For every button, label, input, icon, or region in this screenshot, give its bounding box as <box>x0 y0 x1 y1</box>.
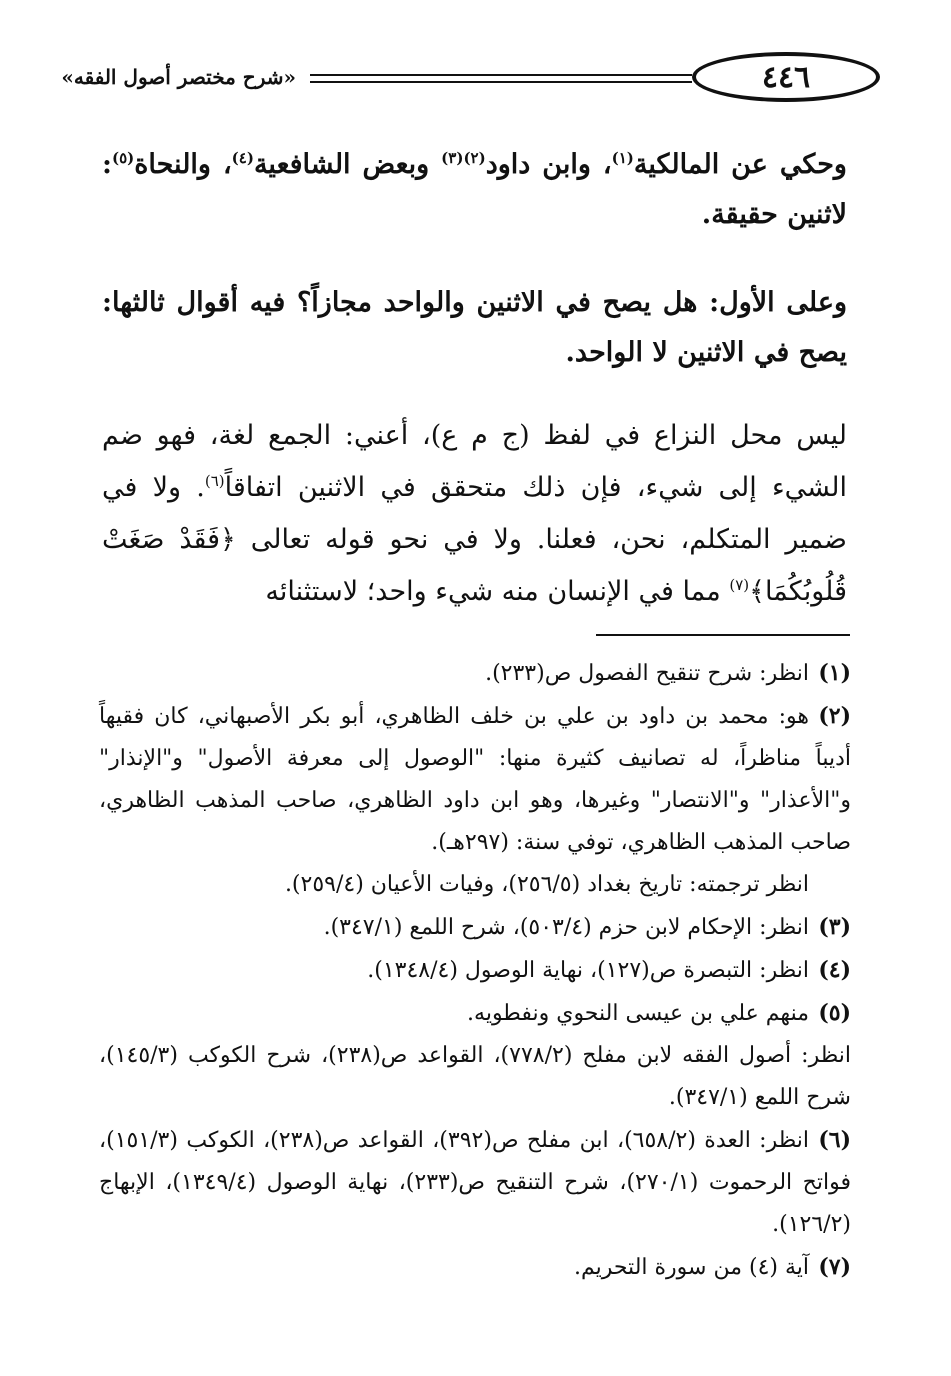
text-run: مما في الإنسان منه شيء واحد؛ لاستثنائه <box>265 576 730 607</box>
footnote-3 <box>99 906 851 949</box>
footnote-4 <box>99 949 851 992</box>
footnote-ref-5[interactable]: (٥) <box>111 149 135 167</box>
footnote-text: انظر: التبصرة ص(١٢٧)، نهاية الوصول (١٣٤٨/٤). <box>367 958 809 983</box>
footnote-ref-6[interactable]: (٦) <box>204 472 225 490</box>
footnote-number: (٣) <box>818 914 851 940</box>
footnote-number: (٥) <box>818 1000 851 1026</box>
footnote-text: انظر: شرح تنقيح الفصول ص(٢٣٣). <box>485 661 809 686</box>
page-number: ٤٤٦ <box>692 52 880 102</box>
text-run: وحكي عن المالكية <box>633 149 847 180</box>
body-paragraph-2: وعلى الأول: هل يصح في الاثنين والواحد مجازاً؟ فيه أقوال ثالثها: يصح في الاثنين لا الواحد. <box>102 287 847 368</box>
footnote-text: انظر: العدة (٦٥٨/٢)، ابن مفلح ص(٣٩٢)، القواعد ص(٢٣٨)، الكوكب (١٥١/٣)، فواتح الرحموت (٢٧٠/١)، شرح التنقيح ص(٢٣٣)، نهاية الوصول (١٣٤٩/٤)، الإبهاج (١٢٦/٢). <box>99 1128 851 1237</box>
footnote-1 <box>99 652 851 695</box>
footnote-ref-2-3[interactable]: (٢)(٣) <box>441 149 486 167</box>
footnote-ref-1[interactable]: (١) <box>611 149 634 167</box>
footnote-number: (٢) <box>818 703 851 729</box>
header-rule-left-top <box>310 74 692 76</box>
page-header <box>61 52 856 104</box>
footnote-text: آية (٤) من سورة التحريم. <box>573 1255 809 1280</box>
footnote-separator <box>596 634 850 636</box>
footnote-number: (٤) <box>818 957 851 983</box>
header-rule-left-bottom <box>310 81 692 83</box>
footnote-number: (١) <box>818 660 851 686</box>
footnote-2-source: انظر ترجمته: تاريخ بغداد (٢٥٦/٥)، وفيات الأعيان (٢٥٩/٤). <box>284 872 809 897</box>
footnote-ref-7[interactable]: (٧) <box>729 576 750 594</box>
text-run: ، والنحاة <box>134 149 232 180</box>
running-title: «شرح مختصر أصول الفقه» <box>61 65 296 89</box>
footnote-number: (٧) <box>818 1254 851 1280</box>
text-run: . ولا في ضمير المتكلم، نحن، فعلنا. ولا في نحو قوله تعالى <box>102 472 847 555</box>
footnote-text: هو: محمد بن داود بن علي بن خلف الظاهري، أبو بكر الأصبهاني، كان فقيهاً أديباً مناظراً، له تصانيف كثيرة منها: "الوصول إلى معرفة الأصول" و"الإنذار" و"الأعذار" و"الانتصار" وغيرها، وهو ابن داود الظاهري، صاحب المذهب الظاهري، صاحب المذهب الظاهري، توفي سنة: (٢٩٧هـ). <box>99 704 851 855</box>
body-paragraph-3 <box>102 410 847 618</box>
footnote-text: انظر: الإحكام لابن حزم (٥٠٣/٤)، شرح اللمع (٣٤٧/١). <box>323 915 809 940</box>
text-run: ليس محل النزاع في لفظ (ج م ع)، أعني: الجمع لغة، فهو ضم الشيء إلى شيء، فإن ذلك متحقق في الاثنين اتفاقاً <box>102 420 847 503</box>
text-run: : لاثنين حقيقة. <box>102 149 847 230</box>
footnote-7 <box>99 1246 851 1289</box>
text-run: وبعض الشافعية <box>253 149 442 180</box>
text-run: ، وابن داود <box>485 149 612 180</box>
footnote-ref-4[interactable]: (٤) <box>231 149 254 167</box>
footnote-6 <box>99 1119 851 1246</box>
footnote-5-continuation: انظر: أصول الفقه لابن مفلح (٧٧٨/٢)، القواعد ص(٢٣٨)، شرح الكوكب (١٤٥/٣)، شرح اللمع (٣٤٧/١). <box>99 1043 851 1110</box>
footnote-text: منهم علي بن عيسى النحوي ونفطويه. <box>467 1001 809 1026</box>
footnotes <box>99 652 851 1289</box>
footnote-2 <box>99 695 851 864</box>
footnote-number: (٦) <box>818 1127 851 1153</box>
body-paragraph-1 <box>102 140 847 240</box>
quran-verse: ﴿فَقَدْ صَغَتْ قُلُوبُكُمَا﴾ <box>102 524 847 607</box>
footnote-5 <box>99 992 851 1035</box>
